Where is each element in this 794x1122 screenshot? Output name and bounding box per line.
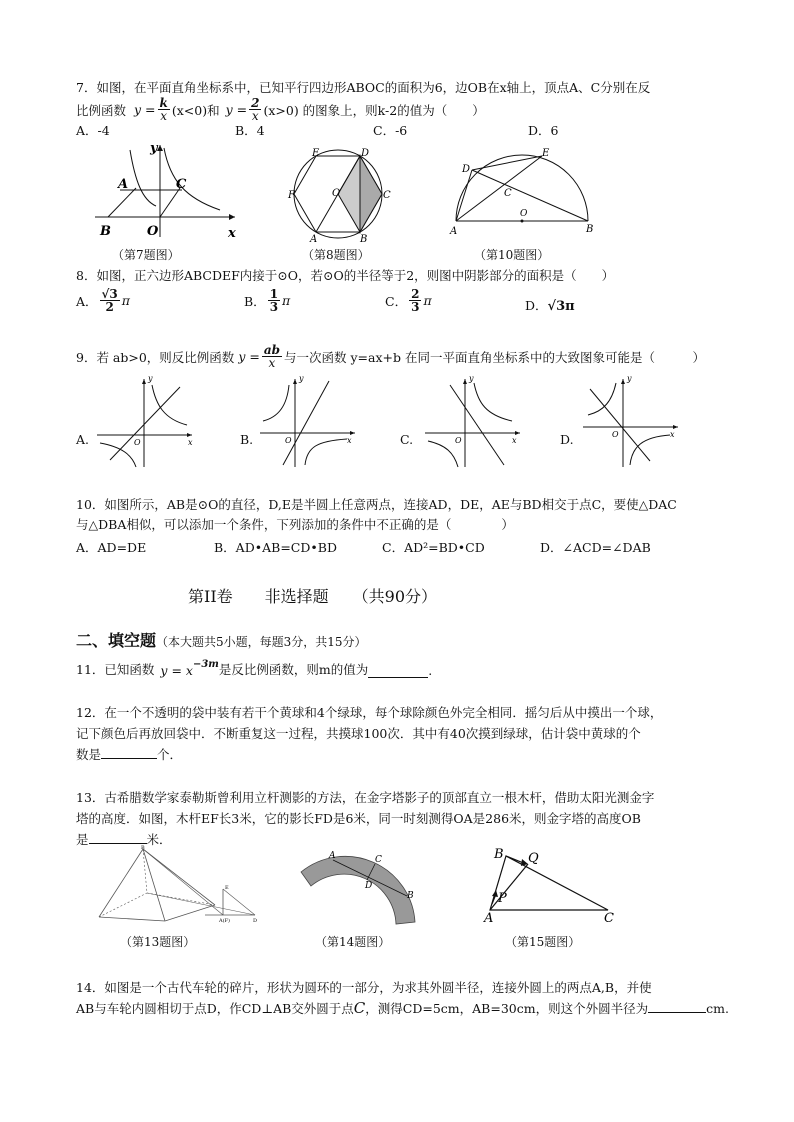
svg-text:E: E <box>225 885 229 891</box>
q13-l3a: 是 <box>76 832 89 847</box>
q12-line1: 12．在一个不透明的袋中装有若干个黄球和4个绿球，每个球除颜色外完全相同．摇匀后从中摸出一个球， <box>76 705 663 720</box>
fig7-graph <box>90 140 240 240</box>
q12-l3a: 数是 <box>76 747 102 762</box>
q7-f2-num: 2 <box>251 96 260 110</box>
q9-option-a[interactable]: A. <box>76 432 90 447</box>
fig7-label-a: A <box>118 177 129 192</box>
q7-f1-cond: (x<0)和 <box>171 102 220 118</box>
q7-f2-left: y = <box>225 102 248 117</box>
q8-b-label: B． <box>244 293 266 309</box>
q14-l2end: cm. <box>706 1001 729 1016</box>
svg-text:O: O <box>612 430 619 439</box>
fig14-label-b: B <box>407 891 414 901</box>
q13-answer-blank[interactable] <box>89 833 147 844</box>
q7-option-c[interactable]: C．-6 <box>373 123 408 138</box>
q9-f-left: y = <box>238 349 260 364</box>
q11-answer-blank[interactable] <box>368 667 428 678</box>
q7-option-a[interactable]: A．-4 <box>76 123 110 138</box>
q8-c-pi: π <box>423 293 432 308</box>
svg-text:y: y <box>299 374 304 383</box>
q9-option-d[interactable]: D. <box>560 432 574 447</box>
fig10-label-a: A <box>450 226 458 237</box>
q7-f1-num: k <box>159 96 168 110</box>
fig15-label-q: Q <box>528 851 539 866</box>
q8-option-a[interactable] <box>76 288 130 313</box>
q8-d-expr: √3π <box>547 299 575 314</box>
q7-line2 <box>76 97 485 122</box>
fig8-shaded-region <box>360 156 382 232</box>
svg-text:A(F): A(F) <box>219 918 230 924</box>
svg-text:x: x <box>188 438 193 447</box>
fig14-ring <box>301 856 415 924</box>
q10-option-a[interactable]: A．AD=DE <box>76 540 147 555</box>
fig14-ring-fragment <box>295 840 425 930</box>
q9-stem <box>76 344 705 369</box>
svg-text:x: x <box>512 436 517 445</box>
q8-b-num: 1 <box>269 287 279 301</box>
fig8-label-e: E <box>312 148 320 159</box>
q11-post: 是反比例函数，则m的值为 <box>218 662 369 677</box>
q13-line1: 13．古希腊数学家泰勒斯曾利用立杆测影的方法，在金字塔影子的顶部直立一根木杆，借助太阳光测金字 <box>76 790 655 805</box>
q8-d-label: D． <box>525 298 548 313</box>
q9-fraction <box>262 344 282 369</box>
part2-title: 第II卷 非选择题 （共90分） <box>188 587 438 606</box>
q14-answer-blank[interactable] <box>648 1002 706 1013</box>
q12-l3b: 个． <box>157 747 183 762</box>
q13-line2: 塔的高度．如图，木杆EF长3米，它的影长FD是6米，同一时刻测得OA是286米，则金字塔的高度OB <box>76 811 641 826</box>
q8-b-den: 3 <box>269 300 279 314</box>
section2-note: （本大题共5小题，每题3分，共15分） <box>156 635 367 649</box>
q7-f2-cond: (x>0) 的图象上，则k-2的值为（ ） <box>263 102 485 118</box>
q11-pre: 11．已知函数 <box>76 662 155 677</box>
fig15-caption: （第15题图） <box>505 935 581 949</box>
q12-line2: 记下颜色后再放回袋中．不断重复这一过程，共摸球100次．其中有40次摸到绿球，估计袋中黄球的个 <box>76 726 641 741</box>
fig8-label-o: O <box>332 188 341 199</box>
fig15-triangle <box>478 842 628 924</box>
fig13-caption: （第13题图） <box>120 935 196 949</box>
q8-option-d[interactable] <box>525 296 575 314</box>
svg-text:y: y <box>469 374 474 383</box>
fig10-label-e: E <box>542 148 550 159</box>
q14-l2b: ，测得CD=5cm，AB=30cm，则这个外圆半径为 <box>365 1001 649 1016</box>
q8-a-num: √3 <box>101 287 118 301</box>
q8-b-pi: π <box>282 293 291 308</box>
fig15-aq <box>490 864 528 910</box>
q7-option-b[interactable]: B．4 <box>235 123 265 138</box>
q8-option-c[interactable] <box>385 288 432 313</box>
fig7-x-arrow <box>229 214 235 220</box>
fig7-label-y: y <box>150 141 158 156</box>
fig7-label-x: x <box>228 226 236 241</box>
q10-line2: 与△DBA相似，可以添加一个条件，下列添加的条件中不正确的是（ ） <box>76 517 514 532</box>
q9-pre: 9．若 ab>0，则反比例函数 <box>76 349 235 365</box>
q8-c-label: C． <box>385 293 408 309</box>
q10-option-d[interactable]: D．∠ACD=∠DAB <box>540 540 651 555</box>
q7-line1: 7．如图，在平面直角坐标系中，已知平行四边形ABOC的面积为6，边OB在x轴上，顶点A、C分别在反 <box>76 80 651 95</box>
fig14-label-a: A <box>329 851 336 861</box>
fig10-label-b: B <box>586 224 594 235</box>
q7-f1-left: y = <box>134 102 156 117</box>
fig15-triangle-shape <box>490 856 608 910</box>
q7-f2-den: x <box>251 109 259 123</box>
fig15-label-b: B <box>494 847 504 862</box>
svg-text:O: O <box>134 438 141 447</box>
q11-end: . <box>428 663 433 678</box>
fig7-label-b: B <box>100 224 111 239</box>
fig8-label-b: B <box>360 234 368 245</box>
fig8-hexagon <box>288 146 391 246</box>
fig14-label-d: D <box>365 881 373 891</box>
q10-line1: 10．如图所示，AB是⊙O的直径，D,E是半圆上任意两点，连接AD，DE，AE与BD相交于点C，要使△DAC <box>76 497 677 512</box>
q8-a-pi: π <box>121 293 130 308</box>
fig15-label-p: P <box>498 891 507 906</box>
fig15-label-a: A <box>484 911 494 926</box>
fig7-label-o: O <box>147 224 159 239</box>
fig8-label-d: D <box>361 148 370 159</box>
q8-b-fraction <box>268 288 280 313</box>
q14-line2 <box>76 999 729 1017</box>
fig10-semicircle <box>446 146 596 238</box>
q9-graph-b <box>255 375 360 470</box>
svg-text:O: O <box>455 436 462 445</box>
q10-option-b[interactable]: B．AD•AB=CD•BD <box>214 540 337 555</box>
svg-text:B: B <box>141 845 145 851</box>
fig7-label-c: C <box>176 177 187 192</box>
q10-option-c[interactable]: C．AD²=BD•CD <box>382 540 485 555</box>
q7-prefix: 比例函数 <box>76 102 127 118</box>
q8-a-label: A． <box>76 293 98 309</box>
q14-line1: 14．如图是一个古代车轮的碎片，形状为圆环的一部分，为求其外圆半径，连接外圆上的两点A,B，并使 <box>76 980 652 995</box>
q8-text: 8．如图，正六边形ABCDEF内接于⊙O，若⊙O的半径等于2，则图中阴影部分的面积是（ ） <box>76 268 615 283</box>
q8-a-fraction <box>100 288 120 313</box>
svg-text:y: y <box>148 374 153 383</box>
svg-text:y: y <box>627 374 632 383</box>
q13-l3b: 米． <box>146 832 172 847</box>
fig10-label-c: C <box>504 188 512 199</box>
q8-c-den: 3 <box>411 300 420 314</box>
fig10-label-d: D <box>462 164 471 175</box>
fig7-ba-line <box>108 188 136 217</box>
q9-graph-a <box>92 375 197 470</box>
svg-text:x: x <box>347 436 352 445</box>
fig10-caption: （第10题图） <box>474 248 550 262</box>
q8-option-b[interactable] <box>244 288 290 313</box>
q11-text <box>76 660 432 678</box>
q9-option-b[interactable]: B. <box>240 432 254 447</box>
fig10-de <box>472 156 542 170</box>
q9-post: 与一次函数 y=ax+b 在同一平面直角坐标系中的大致图象可能是（ ） <box>284 349 705 365</box>
fig8-label-c: C <box>383 190 391 201</box>
q9-option-c[interactable]: C. <box>400 432 414 447</box>
q12-answer-blank[interactable] <box>101 748 157 759</box>
q14-l2c: C <box>353 999 366 1017</box>
fig7-y-arrow <box>157 145 163 151</box>
fig7-oc-line <box>160 188 180 217</box>
svg-text:x: x <box>670 430 675 439</box>
q9-graph-d <box>578 375 683 470</box>
fig13-pyramid <box>95 845 265 925</box>
q11-exponent: −3m <box>192 659 219 670</box>
q12-line3 <box>76 745 182 763</box>
fig10-label-o: O <box>520 209 528 219</box>
fig15-label-c: C <box>604 911 614 926</box>
fig8-label-a: A <box>310 234 318 245</box>
section2-heading <box>76 628 367 651</box>
q8-c-num: 2 <box>411 287 420 301</box>
fig10-center <box>521 220 524 223</box>
q9-f-num: ab <box>263 343 280 357</box>
fig14-label-c: C <box>375 855 382 865</box>
fig10-ad <box>456 170 472 221</box>
fig7-right-curve <box>164 148 220 210</box>
fig7-caption: （第7题图） <box>112 248 180 262</box>
svg-text:D: D <box>253 918 258 924</box>
q7-f2-fraction <box>249 97 261 122</box>
fig7-left-curve <box>130 150 156 206</box>
q11-func: y = x <box>160 663 193 678</box>
fig14-caption: （第14题图） <box>315 935 391 949</box>
q7-f1-den: x <box>160 109 168 123</box>
q9-f-den: x <box>268 356 276 370</box>
q14-l2a: AB与车轮内圆相切于点D，作CD⊥AB交外圆于点 <box>76 1001 354 1016</box>
q9-graph-c <box>420 375 525 470</box>
fig8-shaded-triangle <box>338 156 360 232</box>
q7-option-d[interactable]: D．6 <box>528 123 559 138</box>
section2-title: 二、填空题 <box>76 631 157 650</box>
fig8-caption: （第8题图） <box>302 248 370 262</box>
q8-c-fraction <box>409 288 421 313</box>
q8-a-den: 2 <box>105 300 114 314</box>
fig8-label-f: F <box>288 190 295 201</box>
svg-text:O: O <box>285 436 292 445</box>
q7-f1-fraction <box>158 97 170 122</box>
